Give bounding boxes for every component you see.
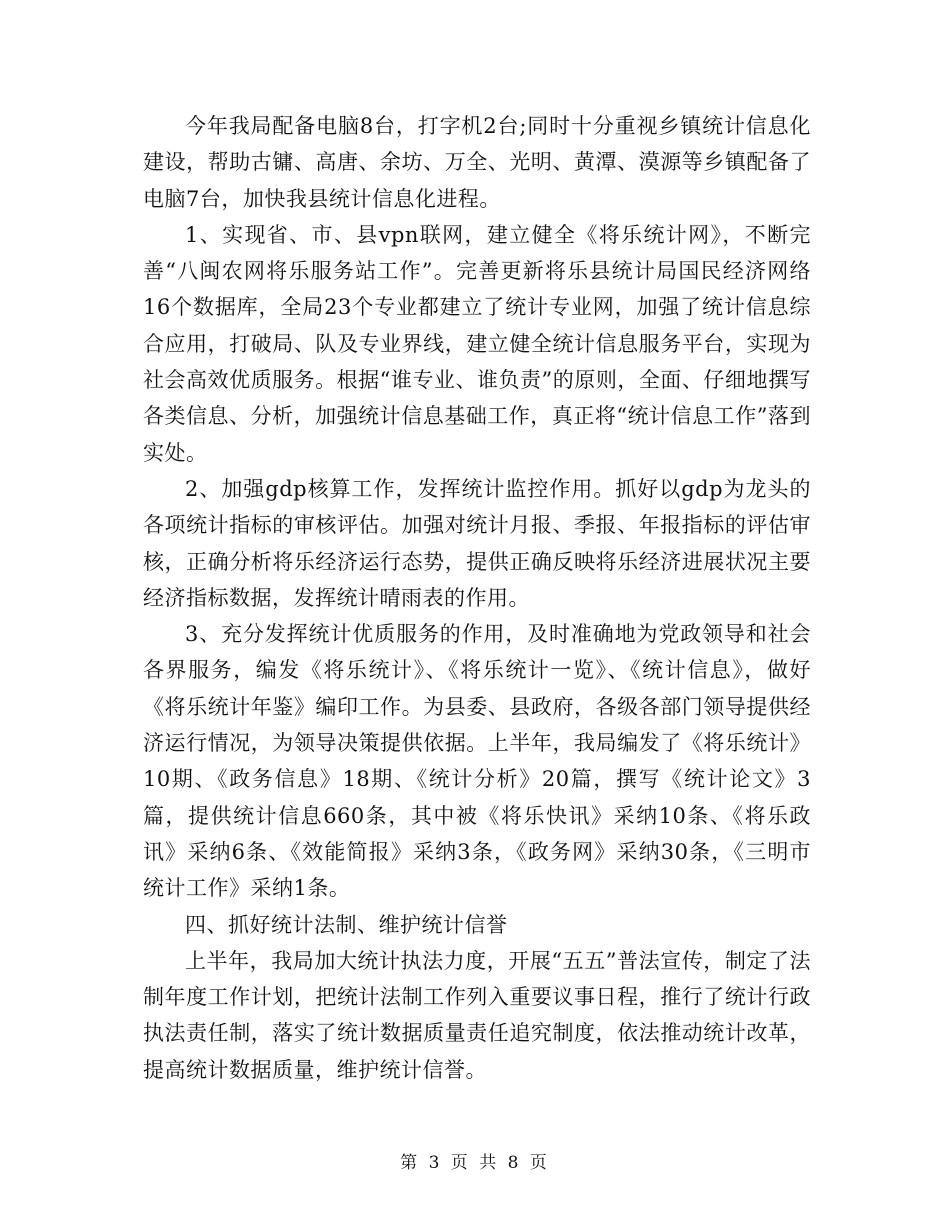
document-body [143, 108, 811, 1088]
paragraph-equipment: 今年我局配备电脑8台，打字机2台;同时十分重视乡镇统计信息化建设，帮助古镛、高唐、余坊、万全、光明、黄潭、漠源等乡镇配备了电脑7台，加快我县统计信息化进程。 [143, 114, 811, 211]
paragraph-statistical-service: 3、充分发挥统计优质服务的作用，及时准确地为党政领导和社会各界服务，编发《将乐统计》、《将乐统计一览》、《统计信息》，做好《将乐统计年鉴》编印工作。为县委、县政府，各级各部门领导提供经济运行情况，为领导决策提供依据。上半年，我局编发了《将乐统计》10期、《政务信息》18期、《统计分析》20篇，撰写《统计论文》3篇，提供统计信息660条，其中被《将乐快讯》采纳10条、《将乐政讯》采纳6条、《效能简报》采纳3条，《政务网》采纳30条，《三明市统计工作》采纳1条。 [143, 622, 811, 901]
section-heading-legal: 四、抓好统计法制、维护统计信誉 [185, 912, 508, 937]
page-footer: 第 3 页 共 8 页 [400, 1153, 550, 1173]
paragraph-vpn-network: 1、实现省、市、县vpn联网，建立健全《将乐统计网》，不断完善“八闽农网将乐服务站工作”。完善更新将乐县统计局国民经济网络16个数据库，全局23个专业都建立了统计专业网，加强了统计信息综合应用，打破局、队及专业界线，建立健全统计信息服务平台，实现为社会高效优质服务。根据“谁专业、谁负责”的原则，全面、仔细地撰写各类信息、分析，加强统计信息基础工作，真正将“统计信息工作”落到实处。 [143, 222, 811, 465]
paragraph-law-enforcement: 上半年，我局加大统计执法力度，开展“五五”普法宣传，制定了法制年度工作计划，把统计法制工作列入重要议事日程，推行了统计行政执法责任制，落实了统计数据质量责任追究制度，依法推动统计改革，提高统计数据质量，维护统计信誉。 [143, 948, 811, 1082]
paragraph-gdp-accounting: 2、加强gdp核算工作，发挥统计监控作用。抓好以gdp为龙头的各项统计指标的审核评估。加强对统计月报、季报、年报指标的评估审核，正确分析将乐经济运行态势，提供正确反映将乐经济进展状况主要经济指标数据，发挥统计晴雨表的作用。 [143, 476, 811, 610]
